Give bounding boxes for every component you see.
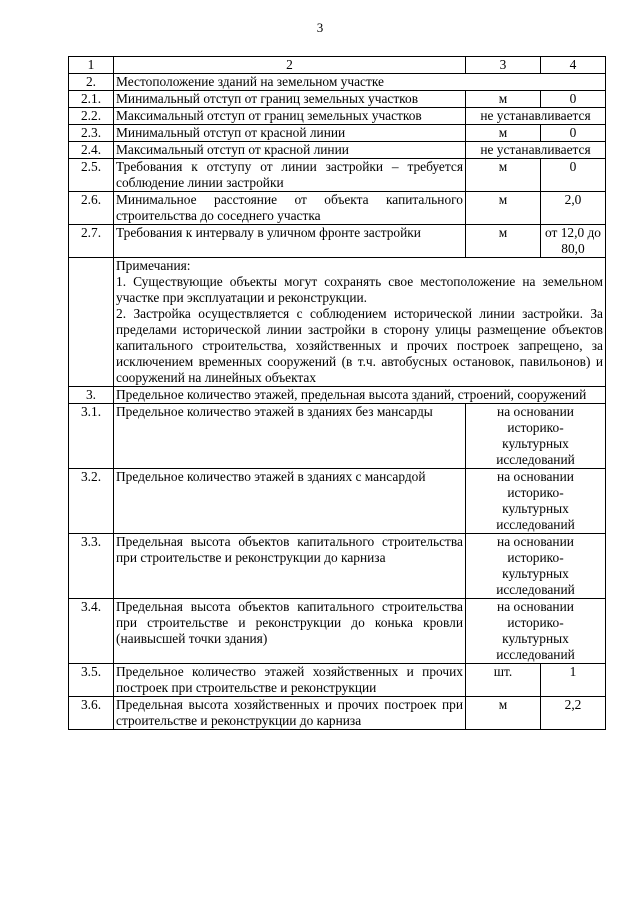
page-number: 3 xyxy=(316,20,324,35)
row-value: 0 xyxy=(541,91,606,108)
row-merged-value: на основании историко-культурных исследований xyxy=(466,599,606,664)
header-cell: 2 xyxy=(114,57,466,74)
row-text: Максимальный отступ от красной линии xyxy=(114,142,466,159)
row-value: 1 xyxy=(541,664,606,697)
header-cell: 4 xyxy=(541,57,606,74)
row-text: Минимальный отступ от красной линии xyxy=(114,125,466,142)
header-cell: 1 xyxy=(69,57,114,74)
table-row xyxy=(69,599,606,664)
row-text: Предельная высота объектов капитального строительства при строительстве и реконструкции до карниза xyxy=(114,534,466,599)
table-row xyxy=(69,697,606,730)
row-number: 2.7. xyxy=(69,225,114,258)
notes-title: Примечания: xyxy=(116,258,191,273)
row-number: 3.6. xyxy=(69,697,114,730)
row-merged-value: на основании историко-культурных исследований xyxy=(466,404,606,469)
table-header-row xyxy=(69,57,606,74)
row-number: 2.3. xyxy=(69,125,114,142)
table-row xyxy=(69,469,606,534)
row-unit: м xyxy=(466,159,541,192)
row-text: Предельная высота хозяйственных и прочих построек при строительстве и реконструкции до карниза xyxy=(114,697,466,730)
row-merged-value: не устанавливается xyxy=(466,142,606,159)
row-text: Требования к интервалу в уличном фронте застройки xyxy=(114,225,466,258)
row-unit: м xyxy=(466,91,541,108)
row-text: Максимальный отступ от границ земельных участков xyxy=(114,108,466,125)
section-title: Местоположение зданий на земельном участке xyxy=(114,74,606,91)
row-value: от 12,0 до 80,0 xyxy=(541,225,606,258)
row-number: 2. xyxy=(69,74,114,91)
row-unit: м xyxy=(466,125,541,142)
table-row xyxy=(69,225,606,258)
table-row xyxy=(69,142,606,159)
row-value: 2,2 xyxy=(541,697,606,730)
row-number: 3.1. xyxy=(69,404,114,469)
row-text: Предельная высота объектов капитального строительства при строительстве и реконструкции до конька кровли (наивысшей точки здания) xyxy=(114,599,466,664)
note-item: 1. Существующие объекты могут сохранять свое местоположение на земельном участке при эксплуатации и реконструкции. xyxy=(116,274,603,305)
row-text: Требования к отступу от линии застройки – требуется соблюдение линии застройки xyxy=(114,159,466,192)
row-unit: м xyxy=(466,225,541,258)
row-text: Предельное количество этажей хозяйственных и прочих построек при строительстве и реконструкции xyxy=(114,664,466,697)
header-cell: 3 xyxy=(466,57,541,74)
note-item: 2. Застройка осуществляется с соблюдением исторической линии застройки. За пределами исторической линии застройки в сторону улицы размещение объектов капитального строительства, хозяйственных и прочих построек запрещено, за исключением временных сооружений (в т.ч. автобусных остановок, павильонов) и сооружений на линейных объектах xyxy=(116,306,603,385)
row-number: 3.2. xyxy=(69,469,114,534)
row-number: 2.4. xyxy=(69,142,114,159)
row-text: Минимальное расстояние от объекта капитального строительства до соседнего участка xyxy=(114,192,466,225)
row-unit: м xyxy=(466,192,541,225)
row-value: 2,0 xyxy=(541,192,606,225)
row-unit: м xyxy=(466,697,541,730)
row-value: 0 xyxy=(541,125,606,142)
row-number: 3.4. xyxy=(69,599,114,664)
notes-row xyxy=(69,258,606,387)
row-number: 3.3. xyxy=(69,534,114,599)
section-title: Предельное количество этажей, предельная высота зданий, строений, сооружений xyxy=(114,387,606,404)
table-row xyxy=(69,192,606,225)
table-row xyxy=(69,534,606,599)
row-merged-value: не устанавливается xyxy=(466,108,606,125)
row-merged-value: на основании историко-культурных исследований xyxy=(466,469,606,534)
regulations-table xyxy=(68,56,606,730)
row-merged-value: на основании историко-культурных исследований xyxy=(466,534,606,599)
table-row xyxy=(69,404,606,469)
row-number: 3.5. xyxy=(69,664,114,697)
row-number: 3. xyxy=(69,387,114,404)
row-number: 2.2. xyxy=(69,108,114,125)
table-row xyxy=(69,159,606,192)
table-row xyxy=(69,91,606,108)
table-row xyxy=(69,664,606,697)
row-value: 0 xyxy=(541,159,606,192)
row-number: 2.6. xyxy=(69,192,114,225)
row-text: Предельное количество этажей в зданиях без мансарды xyxy=(114,404,466,469)
row-number: 2.5. xyxy=(69,159,114,192)
row-text: Предельное количество этажей в зданиях с мансардой xyxy=(114,469,466,534)
row-number: 2.1. xyxy=(69,91,114,108)
row-text: Минимальный отступ от границ земельных участков xyxy=(114,91,466,108)
table-row xyxy=(69,74,606,91)
notes-number-cell xyxy=(69,258,114,387)
row-unit: шт. xyxy=(466,664,541,697)
notes-cell xyxy=(114,258,606,387)
table-row xyxy=(69,108,606,125)
table-row xyxy=(69,387,606,404)
table-row xyxy=(69,125,606,142)
